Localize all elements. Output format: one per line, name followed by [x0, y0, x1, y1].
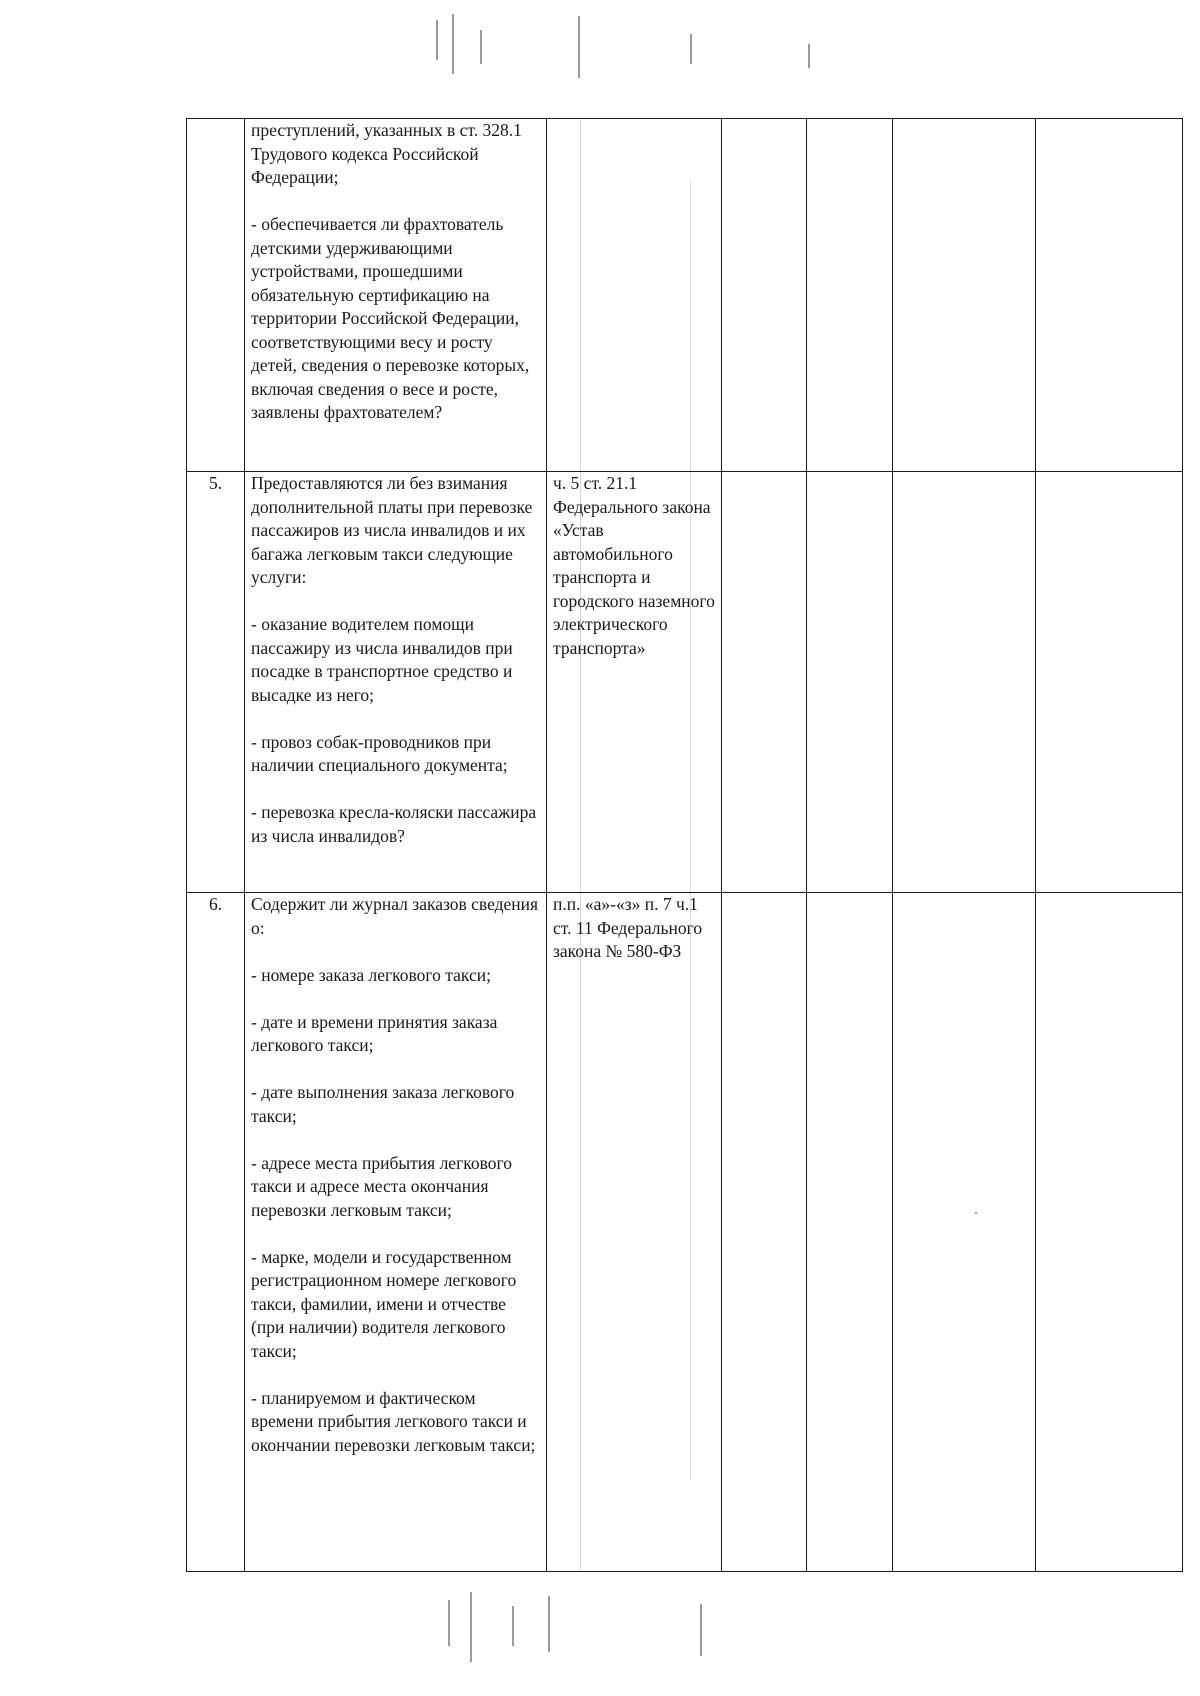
- question-cell: Содержит ли журнал заказов сведения о: - номере заказа легкового такси; - дате и времени принятия заказа легкового такси; - дате выполнения заказа легкового такси; - адресе места прибытия легкового такси и адресе места окончания перевозки легковым такси; - марке, модели и государственном регистрационном номере легкового такси, фамилии, имени и отчестве (при наличии) водителя легкового такси; - планируемом и фактическом времени прибытия легкового такси и окончании перевозки легковым такси;: [245, 893, 547, 1572]
- note-cell: [1036, 472, 1183, 893]
- row-number: 6.: [187, 893, 245, 1572]
- scan-artifact: [700, 1604, 702, 1656]
- checklist-table: [186, 118, 1183, 1572]
- scan-artifact: [808, 44, 810, 68]
- scan-artifact: [470, 1592, 472, 1662]
- scan-artifact: [690, 34, 692, 64]
- row-number: 5.: [187, 472, 245, 893]
- scan-artifact: [436, 20, 438, 60]
- not-applicable-cell: [893, 893, 1036, 1572]
- scan-artifact: [578, 16, 580, 78]
- answer-no-cell: [807, 472, 893, 893]
- scan-artifact: [548, 1596, 550, 1652]
- row-number: [187, 119, 245, 472]
- scan-artifact: [448, 1600, 450, 1646]
- answer-yes-cell: [722, 893, 807, 1572]
- answer-no-cell: [807, 893, 893, 1572]
- legal-reference-cell: п.п. «а»-«з» п. 7 ч.1 ст. 11 Федерального закона № 580-ФЗ: [547, 893, 722, 1572]
- answer-no-cell: [807, 119, 893, 472]
- note-cell: [1036, 119, 1183, 472]
- not-applicable-cell: [893, 472, 1036, 893]
- table-row: [187, 472, 1183, 893]
- table-row: [187, 893, 1183, 1572]
- answer-yes-cell: [722, 472, 807, 893]
- question-cell: преступлений, указанных в ст. 328.1 Трудового кодекса Российской Федерации; - обеспечивается ли фрахтователь детскими удерживающими устройствами, прошедшими обязательную сертификацию на территории Российской Федерации, соответствующими весу и росту детей, сведения о перевозке которых, включая сведения о весе и росте, заявлены фрахтователем?: [245, 119, 547, 472]
- legal-reference-cell: [547, 119, 722, 472]
- scan-artifact: [452, 14, 454, 74]
- question-cell: Предоставляются ли без взимания дополнительной платы при перевозке пассажиров из числа инвалидов и их багажа легковым такси следующие услуги: - оказание водителем помощи пассажиру из числа инвалидов при посадке в транспортное средство и высадке из него; - провоз собак-проводников при наличии специального документа; - перевозка кресла-коляски пассажира из числа инвалидов?: [245, 472, 547, 893]
- answer-yes-cell: [722, 119, 807, 472]
- not-applicable-cell: [893, 119, 1036, 472]
- note-cell: [1036, 893, 1183, 1572]
- scan-artifact: [512, 1606, 514, 1646]
- scan-artifact: [480, 30, 482, 64]
- legal-reference-cell: ч. 5 ст. 21.1 Федерального закона «Устав автомобильного транспорта и городского наземного электрического транспорта»: [547, 472, 722, 893]
- table-row: [187, 119, 1183, 472]
